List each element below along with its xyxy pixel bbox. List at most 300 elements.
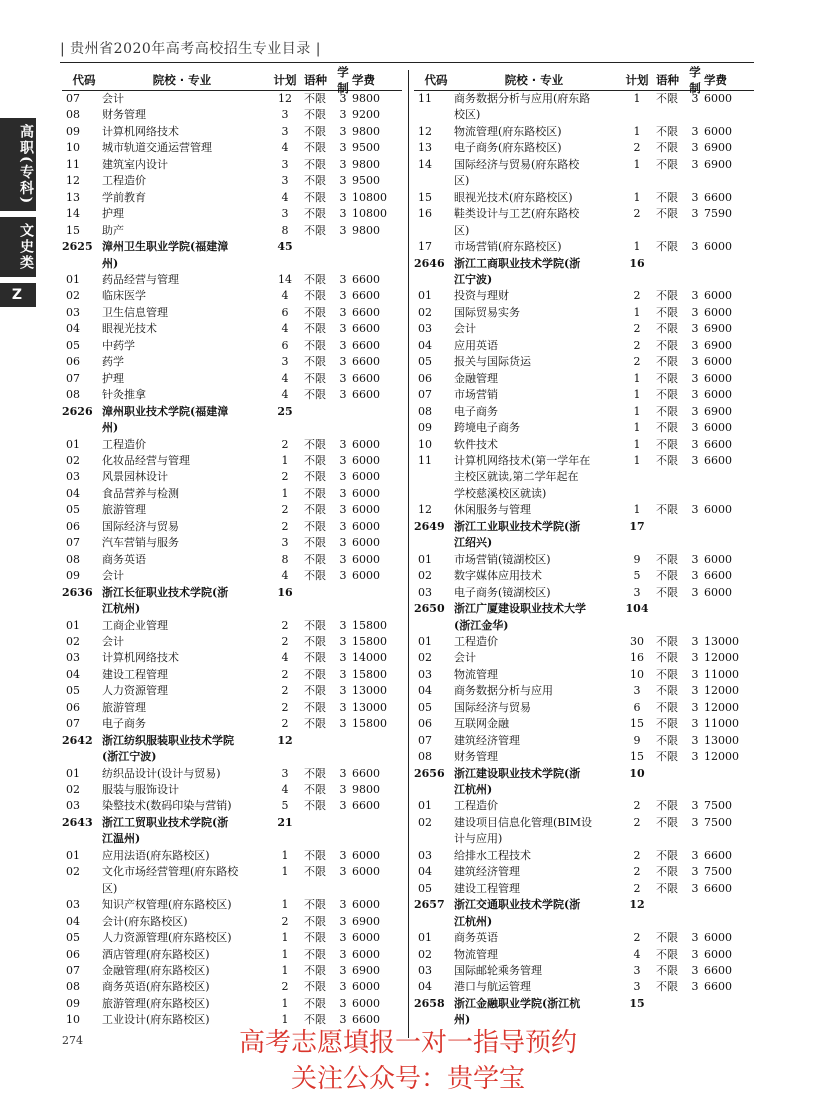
cell-code: 08 xyxy=(66,388,80,402)
cell-lang xyxy=(656,486,688,502)
cell-code: 07 xyxy=(418,733,432,747)
school-row xyxy=(62,733,402,749)
cell-fee: 6600 xyxy=(352,799,380,813)
table-row xyxy=(414,338,754,354)
cell-years: 3 xyxy=(691,305,699,319)
table-row xyxy=(62,634,402,650)
table-row xyxy=(62,782,402,798)
cell-fee: 6600 xyxy=(352,289,380,303)
cell-plan: 2 xyxy=(281,437,289,451)
cell-fee: 13000 xyxy=(704,733,739,747)
cell-name: 应用英语 xyxy=(454,338,498,352)
cell-fee: 6000 xyxy=(352,980,380,994)
cell-fee: 6000 xyxy=(704,947,732,961)
cell-plan: 1 xyxy=(633,421,641,435)
cell-fee: 10800 xyxy=(352,190,387,204)
cell-code: 13 xyxy=(418,141,432,155)
cell-name: 港口与航运管理 xyxy=(454,980,531,994)
cell-name: 主校区就读,第二学年起在 xyxy=(454,470,579,484)
table-row xyxy=(62,519,402,535)
table-row xyxy=(62,190,402,206)
cell-code xyxy=(414,272,454,288)
side-tab-level: 高职(专科) xyxy=(0,118,36,211)
cell-name: 浙江长征职业技术学院(浙 xyxy=(102,585,229,599)
cell-years: 3 xyxy=(691,388,699,402)
cell-years: 3 xyxy=(339,684,347,698)
school-row xyxy=(62,420,402,436)
cell-fee: 9800 xyxy=(352,124,380,138)
cell-code: 08 xyxy=(66,980,80,994)
page-header: | 贵州省2020年高考高校招生专业目录 | xyxy=(60,41,321,57)
cell-years: 3 xyxy=(339,898,347,912)
cell-fee: 6000 xyxy=(352,536,380,550)
cell-years: 3 xyxy=(691,750,699,764)
cell-years: 3 xyxy=(339,865,347,879)
cell-name: 工程造价 xyxy=(102,174,146,188)
cell-code: 2626 xyxy=(62,404,93,418)
cell-lang: 不限 xyxy=(656,190,678,204)
table-row xyxy=(62,897,402,913)
cell-fee: 6000 xyxy=(704,503,732,517)
cell-name: (浙江金华) xyxy=(454,618,509,632)
cell-years xyxy=(336,256,350,272)
cell-lang: 不限 xyxy=(304,964,326,978)
cell-fee: 9800 xyxy=(352,157,380,171)
cell-lang xyxy=(656,519,688,535)
cell-plan: 15 xyxy=(629,996,645,1010)
school-row xyxy=(62,585,402,601)
cell-plan: 4 xyxy=(633,947,641,961)
cell-fee: 12000 xyxy=(704,651,739,665)
cell-name: 建筑经济管理 xyxy=(454,733,520,747)
cell-fee: 11000 xyxy=(704,717,739,731)
cell-fee xyxy=(702,618,748,634)
cell-plan: 1 xyxy=(281,865,289,879)
cell-years: 3 xyxy=(339,272,347,286)
cell-years: 3 xyxy=(339,190,347,204)
cell-code: 04 xyxy=(418,980,432,994)
cell-years xyxy=(688,601,702,617)
cell-code: 07 xyxy=(66,92,80,105)
cell-plan: 2 xyxy=(633,881,641,895)
cell-plan: 1 xyxy=(633,190,641,204)
cell-plan xyxy=(266,881,304,897)
cell-fee: 6000 xyxy=(352,470,380,484)
header-code: 代码 xyxy=(424,73,448,87)
cell-plan: 2 xyxy=(633,931,641,945)
cell-plan xyxy=(266,749,304,765)
cell-fee xyxy=(702,173,748,189)
cell-name: 浙江工贸职业技术学院(浙 xyxy=(102,815,229,829)
cell-name: 江杭州) xyxy=(454,914,493,928)
cell-plan: 4 xyxy=(281,651,289,665)
cell-plan: 2 xyxy=(633,289,641,303)
cell-plan xyxy=(618,914,656,930)
cell-fee: 6900 xyxy=(704,157,732,171)
cell-code: 02 xyxy=(66,634,80,648)
cell-fee xyxy=(350,420,396,436)
header-plan: 计划 xyxy=(625,73,649,87)
cell-fee: 7590 xyxy=(704,207,732,221)
cell-plan: 3 xyxy=(281,108,289,122)
table-row xyxy=(62,321,402,337)
cell-fee: 6000 xyxy=(352,486,380,500)
cell-fee: 13000 xyxy=(704,634,739,648)
cell-code: 05 xyxy=(418,700,432,714)
cell-plan: 2 xyxy=(633,207,641,221)
cell-lang: 不限 xyxy=(656,947,678,961)
table-row xyxy=(414,716,754,732)
table-row xyxy=(414,864,754,880)
cell-fee: 6900 xyxy=(704,322,732,336)
cell-name: 国际经济与贸易 xyxy=(102,519,179,533)
cell-plan xyxy=(618,618,656,634)
cell-plan: 1 xyxy=(633,371,641,385)
cell-fee: 6600 xyxy=(352,388,380,402)
cell-years: 3 xyxy=(339,980,347,994)
cell-name: 建设项目信息化管理(BIM设 xyxy=(454,815,592,829)
cell-fee: 6000 xyxy=(352,947,380,961)
cell-code: 06 xyxy=(66,700,80,714)
table-row xyxy=(414,749,754,765)
cell-code: 01 xyxy=(66,848,80,862)
cell-code xyxy=(414,107,454,123)
cell-fee: 14000 xyxy=(352,651,387,665)
cell-code: 07 xyxy=(66,536,80,550)
cell-lang: 不限 xyxy=(656,207,678,221)
cell-plan: 16 xyxy=(277,585,293,599)
cell-code xyxy=(414,223,454,239)
cell-lang: 不限 xyxy=(304,371,326,385)
footer-promo-line1: 高考志愿填报一对一指导预约 xyxy=(238,1028,577,1058)
cell-plan: 4 xyxy=(281,190,289,204)
cell-years: 3 xyxy=(691,651,699,665)
cell-name: 工程造价 xyxy=(102,437,146,451)
cell-lang: 不限 xyxy=(304,865,326,879)
table-row xyxy=(62,157,402,173)
cell-name: 休闲服务与管理 xyxy=(454,503,531,517)
cell-name: 数字媒体应用技术 xyxy=(454,569,542,583)
header-fee: 学费 xyxy=(704,73,727,87)
cell-years: 3 xyxy=(691,931,699,945)
cell-plan: 2 xyxy=(281,618,289,632)
cell-fee xyxy=(702,469,748,485)
cell-code: 03 xyxy=(418,667,432,681)
cell-fee: 6600 xyxy=(704,190,732,204)
cell-years xyxy=(688,897,702,913)
cell-code: 05 xyxy=(66,931,80,945)
cell-years: 3 xyxy=(339,322,347,336)
cell-lang xyxy=(304,256,336,272)
cell-years xyxy=(336,404,350,420)
cell-lang: 不限 xyxy=(304,717,326,731)
cell-lang: 不限 xyxy=(656,157,678,171)
table-row xyxy=(62,140,402,156)
cell-lang xyxy=(656,766,688,782)
cell-plan: 3 xyxy=(281,207,289,221)
cell-years: 3 xyxy=(339,717,347,731)
cell-name: 鞋类设计与工艺(府东路校 xyxy=(454,207,580,221)
cell-fee xyxy=(702,223,748,239)
cell-plan: 2 xyxy=(281,980,289,994)
cell-name: 财务管理 xyxy=(454,750,498,764)
table-row xyxy=(414,107,754,123)
cell-lang: 不限 xyxy=(304,470,326,484)
header-plan: 计划 xyxy=(273,73,297,87)
cell-name: 投资与理财 xyxy=(454,289,509,303)
cell-plan xyxy=(618,223,656,239)
cell-years: 3 xyxy=(691,717,699,731)
cell-lang: 不限 xyxy=(656,634,678,648)
cell-code: 06 xyxy=(418,371,432,385)
cell-years: 3 xyxy=(691,865,699,879)
cell-name: 会计(府东路校区) xyxy=(102,914,188,928)
cell-code xyxy=(62,831,102,847)
cell-plan: 1 xyxy=(633,240,641,254)
cell-name: 应用法语(府东路校区) xyxy=(102,848,210,862)
cell-fee xyxy=(702,766,748,782)
cell-plan: 5 xyxy=(633,569,641,583)
cell-years xyxy=(688,469,702,485)
cell-plan: 1 xyxy=(281,947,289,961)
cell-years xyxy=(336,815,350,831)
cell-name: 工程造价 xyxy=(454,634,498,648)
cell-code: 04 xyxy=(66,322,80,336)
table-row xyxy=(62,618,402,634)
cell-lang: 不限 xyxy=(304,486,326,500)
cell-lang: 不限 xyxy=(304,157,326,171)
cell-name: 市场营销(府东路校区) xyxy=(454,240,562,254)
cell-name: 建设工程管理 xyxy=(102,667,168,681)
cell-years: 3 xyxy=(339,207,347,221)
cell-fee xyxy=(702,996,748,1012)
cell-lang: 不限 xyxy=(304,996,326,1010)
header-lang: 语种 xyxy=(304,73,327,87)
cell-lang: 不限 xyxy=(656,815,678,829)
cell-fee xyxy=(350,256,396,272)
cell-code: 15 xyxy=(418,190,432,204)
cell-code xyxy=(414,486,454,502)
cell-name: 校区) xyxy=(454,108,481,122)
table-row xyxy=(62,173,402,189)
cell-name: 人力资源管理 xyxy=(102,684,168,698)
cell-years: 3 xyxy=(691,355,699,369)
cell-lang: 不限 xyxy=(656,799,678,813)
cell-years: 3 xyxy=(691,92,699,105)
header-years: 学制 xyxy=(337,65,349,95)
cell-code: 2636 xyxy=(62,585,93,599)
cell-plan: 15 xyxy=(630,750,644,764)
cell-years: 3 xyxy=(339,174,347,188)
cell-name: 计算机网络技术(第一学年在 xyxy=(454,453,591,467)
cell-fee: 13000 xyxy=(352,684,387,698)
cell-code: 01 xyxy=(418,931,432,945)
cell-lang xyxy=(656,535,688,551)
cell-code: 03 xyxy=(418,322,432,336)
table-row xyxy=(62,667,402,683)
cell-years: 3 xyxy=(339,618,347,632)
cell-plan: 6 xyxy=(281,305,289,319)
cell-code xyxy=(62,420,102,436)
cell-code xyxy=(414,914,454,930)
cell-code: 16 xyxy=(418,207,432,221)
cell-lang: 不限 xyxy=(304,124,326,138)
cell-plan: 16 xyxy=(629,256,645,270)
cell-years: 3 xyxy=(339,700,347,714)
cell-code: 11 xyxy=(418,92,432,105)
cell-code xyxy=(414,535,454,551)
cell-code: 01 xyxy=(66,272,80,286)
cell-name: 国际邮轮乘务管理 xyxy=(454,964,542,978)
cell-years: 3 xyxy=(691,634,699,648)
cell-plan: 3 xyxy=(633,585,641,599)
cell-name: 江杭州) xyxy=(454,783,493,797)
cell-name: 会计 xyxy=(102,92,124,105)
cell-lang: 不限 xyxy=(656,552,678,566)
cell-years xyxy=(688,766,702,782)
cell-name: 金融管理 xyxy=(454,371,498,385)
cell-lang: 不限 xyxy=(304,453,326,467)
cell-plan: 8 xyxy=(281,223,289,237)
cell-lang: 不限 xyxy=(304,783,326,797)
cell-fee: 13000 xyxy=(352,700,387,714)
cell-years xyxy=(336,733,350,749)
cell-years xyxy=(688,618,702,634)
cell-code: 02 xyxy=(418,651,432,665)
cell-plan: 10 xyxy=(630,667,644,681)
table-row xyxy=(62,930,402,946)
cell-lang xyxy=(656,256,688,272)
cell-fee xyxy=(350,815,396,831)
table-row xyxy=(414,371,754,387)
table-row xyxy=(62,354,402,370)
cell-years xyxy=(336,601,350,617)
cell-years: 3 xyxy=(691,322,699,336)
side-tabs xyxy=(0,118,36,313)
cell-fee: 6000 xyxy=(704,124,732,138)
table-row xyxy=(62,206,402,222)
cell-years xyxy=(688,173,702,189)
table-row xyxy=(62,914,402,930)
cell-plan: 3 xyxy=(281,124,289,138)
cell-name: 州) xyxy=(102,421,119,435)
cell-code: 11 xyxy=(418,453,432,467)
cell-years: 3 xyxy=(339,914,347,928)
cell-code: 03 xyxy=(418,848,432,862)
cell-lang: 不限 xyxy=(656,667,678,681)
cell-fee: 9200 xyxy=(352,108,380,122)
cell-plan: 1 xyxy=(281,453,289,467)
cell-name: 浙江金融职业学院(浙江杭 xyxy=(454,996,581,1010)
school-row xyxy=(62,404,402,420)
cell-lang xyxy=(304,585,336,601)
cell-lang xyxy=(656,914,688,930)
cell-years xyxy=(336,585,350,601)
cell-code: 2642 xyxy=(62,733,93,747)
cell-fee: 6600 xyxy=(704,848,732,862)
cell-fee: 6000 xyxy=(352,503,380,517)
cell-code: 04 xyxy=(66,667,80,681)
cell-name: 染整技术(数码印染与营销) xyxy=(102,799,232,813)
cell-name: 食品营养与检测 xyxy=(102,486,179,500)
cell-plan: 1 xyxy=(633,404,641,418)
cell-lang: 不限 xyxy=(304,667,326,681)
cell-code: 10 xyxy=(66,1013,80,1027)
cell-plan: 2 xyxy=(633,848,641,862)
cell-lang: 不限 xyxy=(304,322,326,336)
cell-name: 浙江纺织服装职业技术学院 xyxy=(102,733,234,747)
cell-plan: 8 xyxy=(281,552,289,566)
cell-plan: 9 xyxy=(633,733,641,747)
cell-code: 06 xyxy=(418,717,432,731)
cell-years: 3 xyxy=(691,289,699,303)
cell-lang: 不限 xyxy=(656,289,678,303)
cell-years: 3 xyxy=(691,190,699,204)
cell-lang: 不限 xyxy=(656,141,678,155)
cell-years: 3 xyxy=(691,371,699,385)
cell-plan xyxy=(618,173,656,189)
cell-years: 3 xyxy=(691,338,699,352)
cell-plan: 2 xyxy=(633,322,641,336)
cell-lang xyxy=(656,996,688,1012)
cell-lang: 不限 xyxy=(304,355,326,369)
cell-years: 3 xyxy=(691,667,699,681)
cell-years xyxy=(336,239,350,255)
cell-years: 3 xyxy=(691,240,699,254)
cell-code: 01 xyxy=(418,552,432,566)
cell-fee xyxy=(702,535,748,551)
table-row xyxy=(414,831,754,847)
cell-lang xyxy=(656,831,688,847)
cell-lang: 不限 xyxy=(656,964,678,978)
school-row xyxy=(414,897,754,913)
table-row xyxy=(414,173,754,189)
cell-fee: 6900 xyxy=(352,964,380,978)
cell-lang: 不限 xyxy=(656,338,678,352)
table-row xyxy=(62,338,402,354)
cell-plan: 2 xyxy=(281,684,289,698)
cell-lang: 不限 xyxy=(656,980,678,994)
cell-name: 江宁波) xyxy=(454,272,493,286)
cell-years: 3 xyxy=(339,141,347,155)
cell-name: 风景园林设计 xyxy=(102,470,168,484)
table-row xyxy=(62,947,402,963)
cell-years: 3 xyxy=(691,421,699,435)
cell-code: 02 xyxy=(418,305,432,319)
cell-lang: 不限 xyxy=(304,898,326,912)
cell-name: 浙江交通职业技术学院(浙 xyxy=(454,898,581,912)
cell-plan: 1 xyxy=(633,124,641,138)
cell-fee: 12000 xyxy=(704,684,739,698)
cell-lang: 不限 xyxy=(656,92,678,105)
cell-lang xyxy=(656,223,688,239)
cell-fee: 6600 xyxy=(352,338,380,352)
cell-fee: 6600 xyxy=(352,305,380,319)
table-row xyxy=(62,305,402,321)
table-row xyxy=(414,453,754,469)
cell-lang: 不限 xyxy=(304,388,326,402)
table-row xyxy=(414,437,754,453)
cell-code: 09 xyxy=(66,569,80,583)
header-code: 代码 xyxy=(72,73,96,87)
school-row xyxy=(414,766,754,782)
cell-code: 03 xyxy=(66,470,80,484)
table-row xyxy=(62,766,402,782)
left-table-body xyxy=(62,91,402,1029)
table-row xyxy=(62,272,402,288)
school-row xyxy=(62,831,402,847)
school-row xyxy=(414,272,754,288)
